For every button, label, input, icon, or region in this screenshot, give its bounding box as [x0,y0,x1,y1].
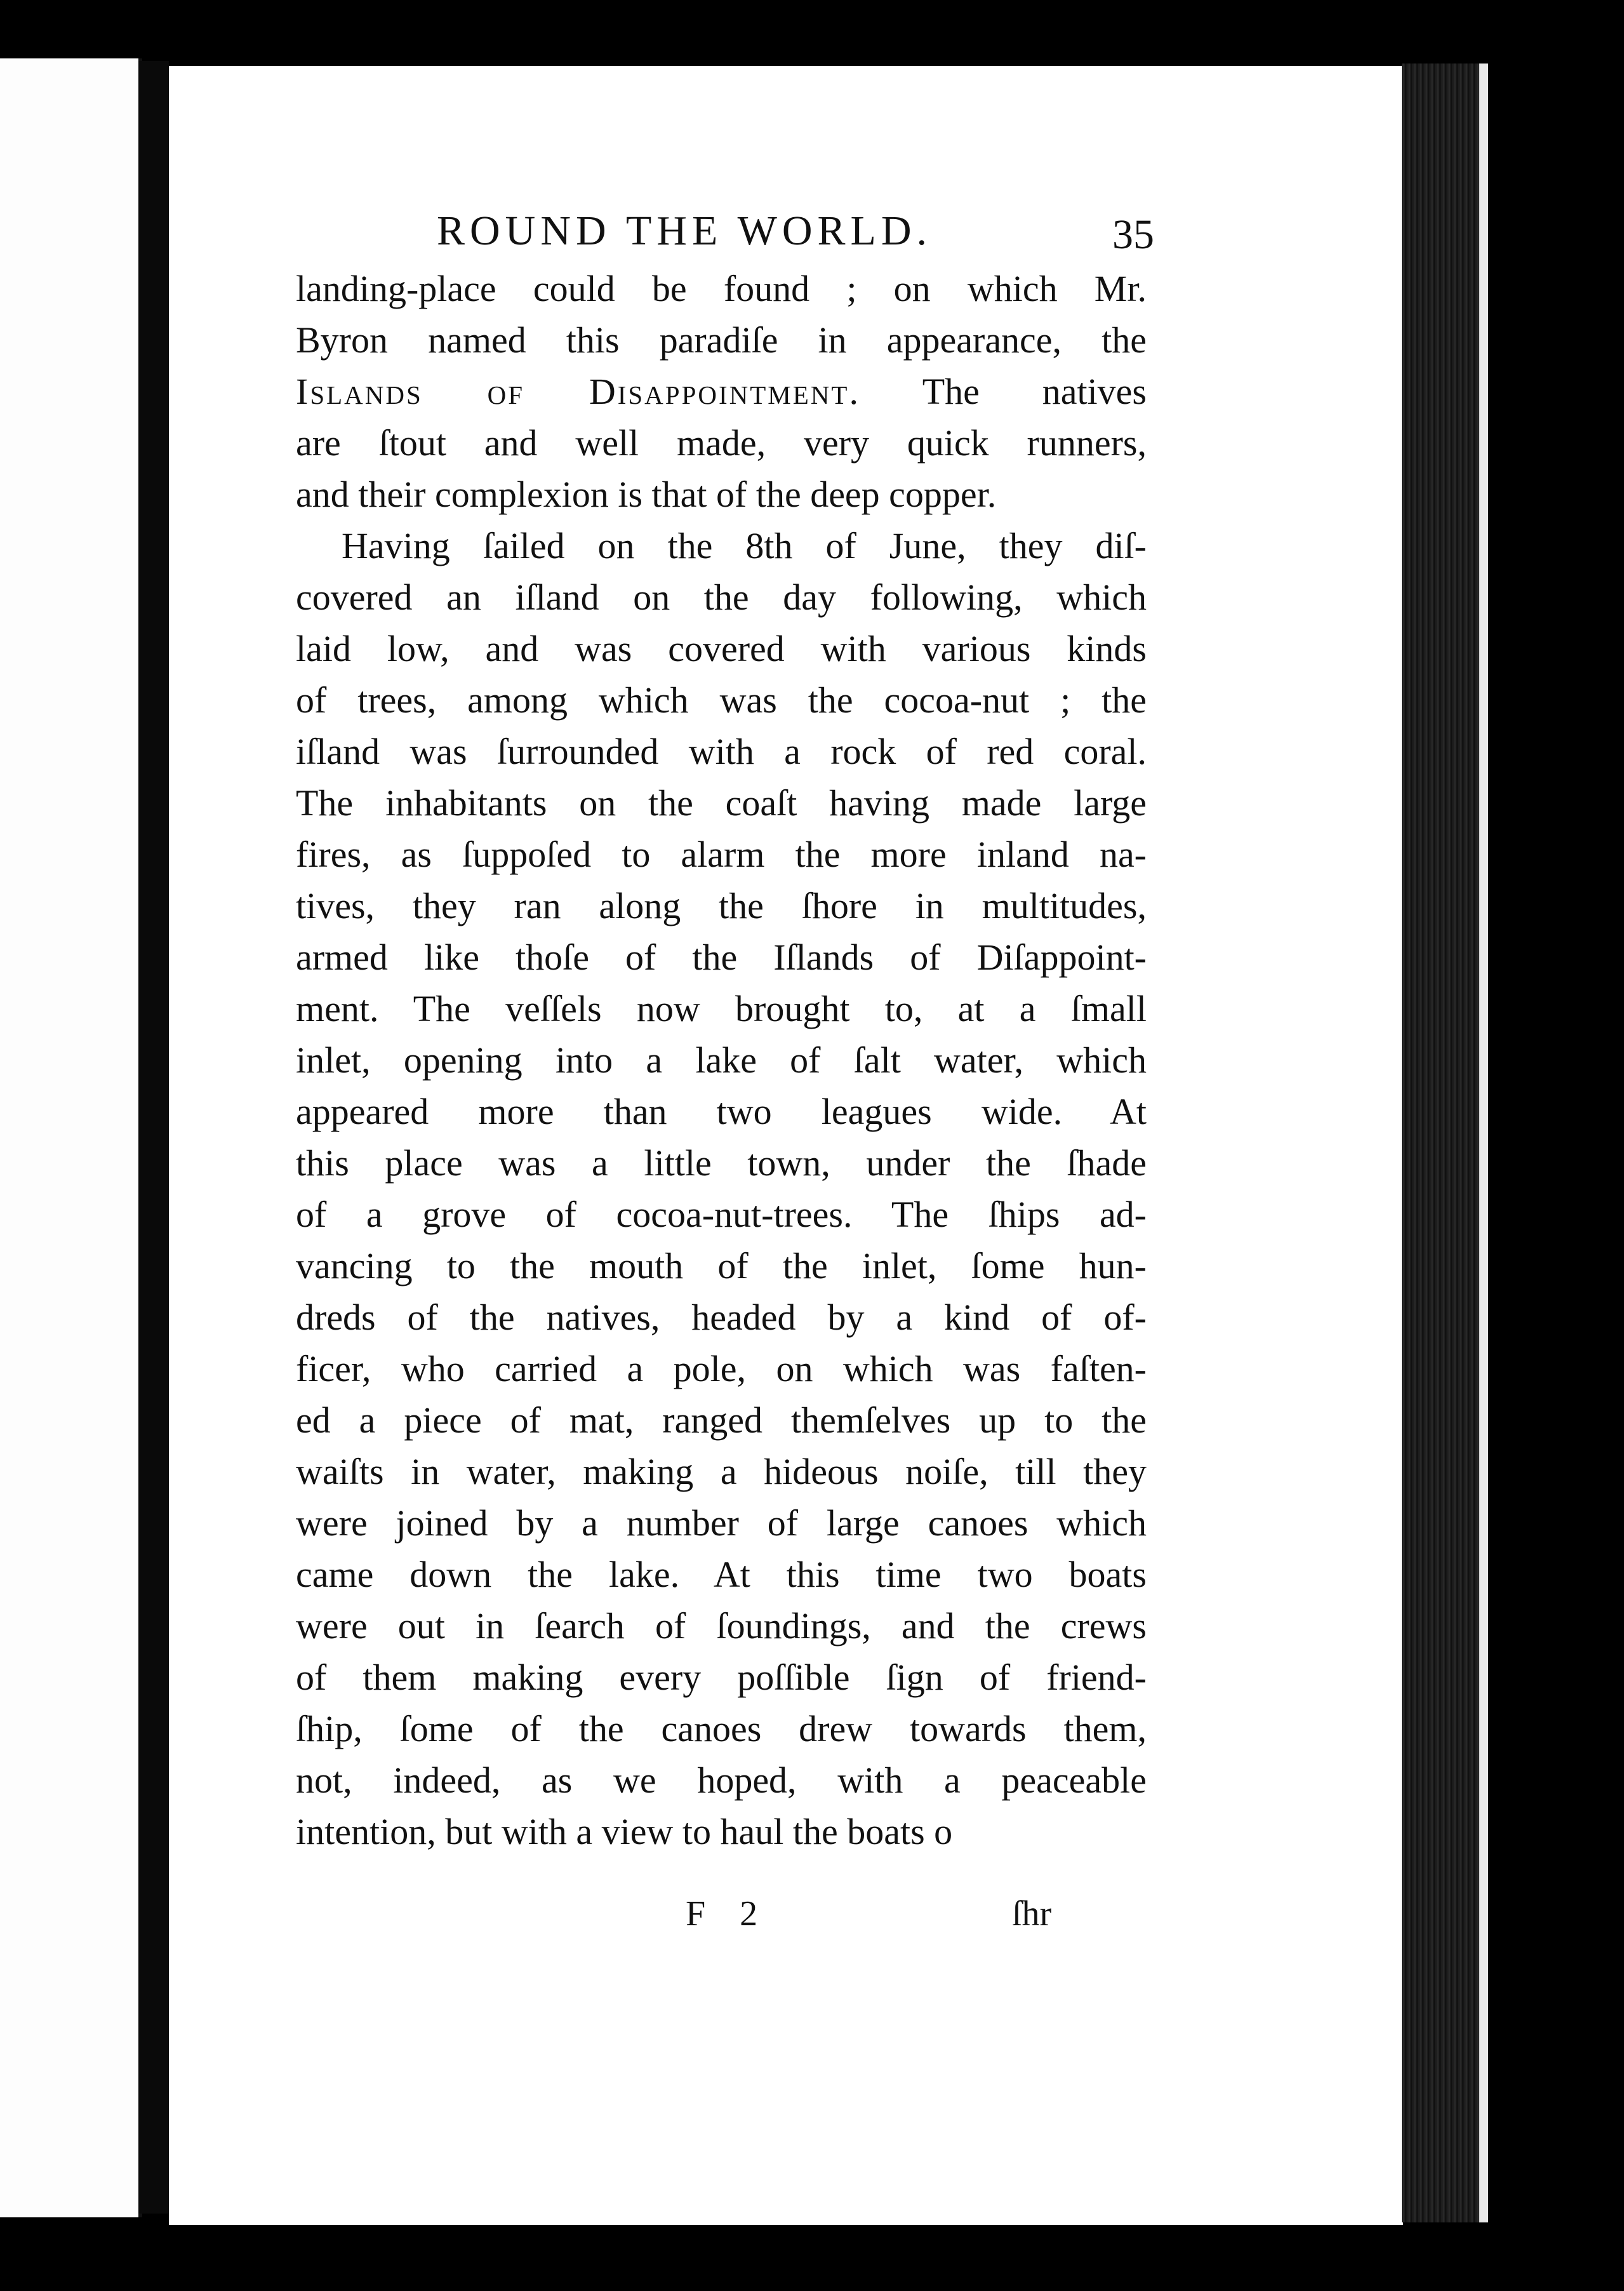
text-line: were joined by a number of large canoes which [296,1502,1147,1544]
text-line: intention, but with a view to haul the boats o [296,1811,953,1852]
text-line: covered an iſland on the day following, which [296,577,1147,618]
text-line: of them making every poſſible ſign of friend- [296,1657,1147,1698]
signature-mark: F 2 [686,1894,771,1934]
page-body [296,263,1147,1857]
page-edges [1402,63,1484,2222]
running-title: ROUND THE WORLD. [437,208,933,254]
text-line: vancing to the mouth of the inlet, ſome hun- [296,1245,1147,1286]
text-line: dreds of the natives, headed by a kind of of- [296,1297,1147,1338]
text-line: of a grove of cocoa-nut-trees. The ſhips ad- [296,1194,1147,1235]
text-line: iſland was ſurrounded with a rock of red coral. [296,731,1147,772]
text-line: and their complexion is that of the deep copper. [296,474,997,515]
page-edge-highlight [1479,63,1488,2222]
text-line: appeared more than two leagues wide. At [296,1091,1147,1132]
smallcaps-place-name: Islands of Disappointment. [296,371,860,412]
text-line: armed like thoſe of the Iſlands of Diſappoint- [296,937,1147,978]
text-line: The inhabitants on the coaſt having made large [296,782,1147,824]
text-line: tives, they ran along the ſhore in multitudes, [296,885,1147,926]
text-line: waiſts in water, making a hideous noiſe, till they [296,1451,1147,1492]
text-line: fires, as ſuppoſed to alarm the more inland na- [296,834,1147,875]
text-line: ſhip, ſome of the canoes drew towards them, [296,1708,1147,1749]
text-line: Byron named this paradiſe in appearance, the [296,319,1147,361]
text-line-tail: The natives [922,371,1147,412]
text-line: landing-place could be found ; on which Mr. [296,268,1147,309]
text-line: ed a piece of mat, ranged themſelves up to the [296,1399,1147,1441]
page-number: 35 [1112,211,1154,258]
facing-page [0,58,142,2217]
text-line: came down the lake. At this time two boats [296,1554,1147,1595]
text-line: inlet, opening into a lake of ſalt water, which [296,1039,1147,1081]
text-line [296,366,1147,417]
text-line: not, indeed, as we hoped, with a peaceable [296,1760,1147,1801]
text-line: ment. The veſſels now brought to, at a ſmall [296,988,1147,1029]
book-gutter [138,61,169,2214]
text-line: ficer, who carried a pole, on which was faſten- [296,1348,1147,1389]
catchword: ſhr [1012,1894,1052,1934]
text-line: were out in ſearch of ſoundings, and the crews [296,1605,1147,1646]
text-line: of trees, among which was the cocoa-nut ; the [296,679,1147,721]
text-line: are ſtout and well made, very quick runners, [296,422,1147,464]
text-line: this place was a little town, under the ſhade [296,1142,1147,1184]
text-line: laid low, and was covered with various kinds [296,628,1147,669]
paragraph-first-line: Having ſailed on the 8th of June, they diſ- [342,525,1147,566]
